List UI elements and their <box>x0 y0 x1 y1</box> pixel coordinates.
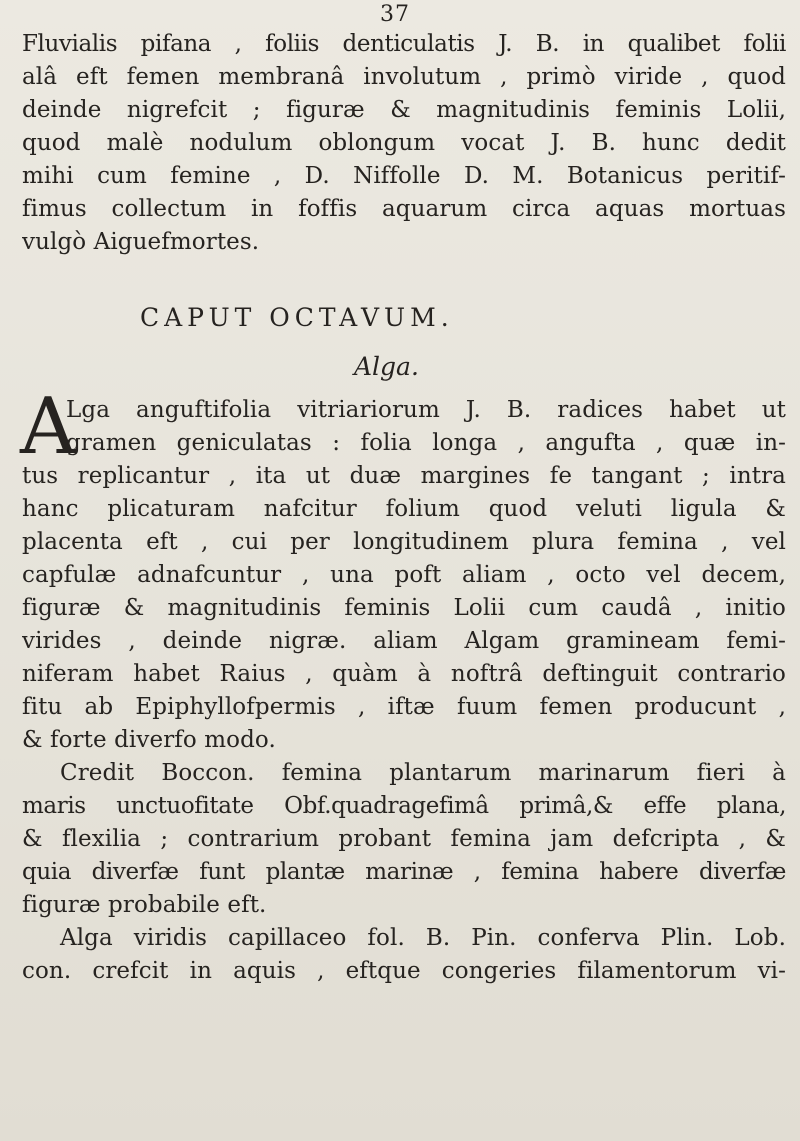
section-title: Alga. <box>354 352 419 381</box>
text-line: hanc plicaturam nafcitur folium quod veluti ligula & <box>22 496 786 522</box>
alga-paragraph <box>22 460 786 757</box>
text-line: Credit Boccon. femina plantarum marinarum fieri à <box>60 760 786 786</box>
text-line: quia diverfæ funt plantæ marinæ , femina habere diverfæ <box>22 859 786 885</box>
text-line: Alga viridis capillacео fol. B. Pin. conferva Plin. Lob. <box>60 925 786 951</box>
text-line: alâ eft femen membranâ involutum , primò viride , quod <box>22 64 786 90</box>
text-line: Lga anguftifolia vitriariorum J. B. radices habet ut <box>66 397 786 423</box>
text-line: tus replicantur , ita ut duæ margines fe tangant ; intra <box>22 463 786 489</box>
text-line: niferam habet Raius , quàm à noftrâ deftinguit contrario <box>22 661 786 687</box>
text-line: Fluvialis pifana , foliis denticulatis J. B. in qualibet folii <box>22 31 786 57</box>
text-line: con. crefcit in aquis , eftque congeries filamentorum vi- <box>22 958 786 984</box>
page-number: 37 <box>380 2 410 27</box>
text-line: virides , deinde nigræ. aliam Algam gramineam femi- <box>22 628 786 654</box>
text-line: maris unctuofitate Obf.quadragefimâ primâ,& effe plana, <box>22 793 786 819</box>
text-line: vulgò Aiguefmortes. <box>22 229 260 255</box>
text-line: figuræ probabile eft. <box>22 892 267 918</box>
chapter-heading: CAPUT OCTAVUM. <box>140 303 454 332</box>
opening-paragraph <box>22 28 786 259</box>
alga-paragraph-opening <box>66 394 786 460</box>
text-line: quod malè nodulum oblongum vocat J. B. hunc dedit <box>22 130 786 156</box>
text-line: figuræ & magnitudinis feminis Lolii cum caudâ , initio <box>22 595 786 621</box>
text-line: fitu ab Epiphyllofpermis , iftæ fuum femen producunt , <box>22 694 786 720</box>
text-line: deinde nigrefcit ; figuræ & magnitudinis feminis Lolii, <box>22 97 786 123</box>
text-line: & forte diverfo modo. <box>22 727 276 753</box>
text-line: fimus collectum in foffis aquarum circa aquas mortuas <box>22 196 786 222</box>
text-line: & flexilia ; contrarium probant femina jam defcripta , & <box>22 826 786 852</box>
text-line: mihi cum femine , D. Niffolle D. M. Botanicus peritif- <box>22 163 786 189</box>
drop-cap: A <box>20 382 77 472</box>
credit-paragraph <box>22 757 786 988</box>
text-line: placenta eft , cui per longitudinem plura femina , vel <box>22 529 786 555</box>
text-line: gramen geniculatas : folia longa , angufta , quæ in- <box>66 430 786 456</box>
text-line: capfulæ adnafcuntur , una poft aliam , octo vel decem, <box>22 562 786 588</box>
